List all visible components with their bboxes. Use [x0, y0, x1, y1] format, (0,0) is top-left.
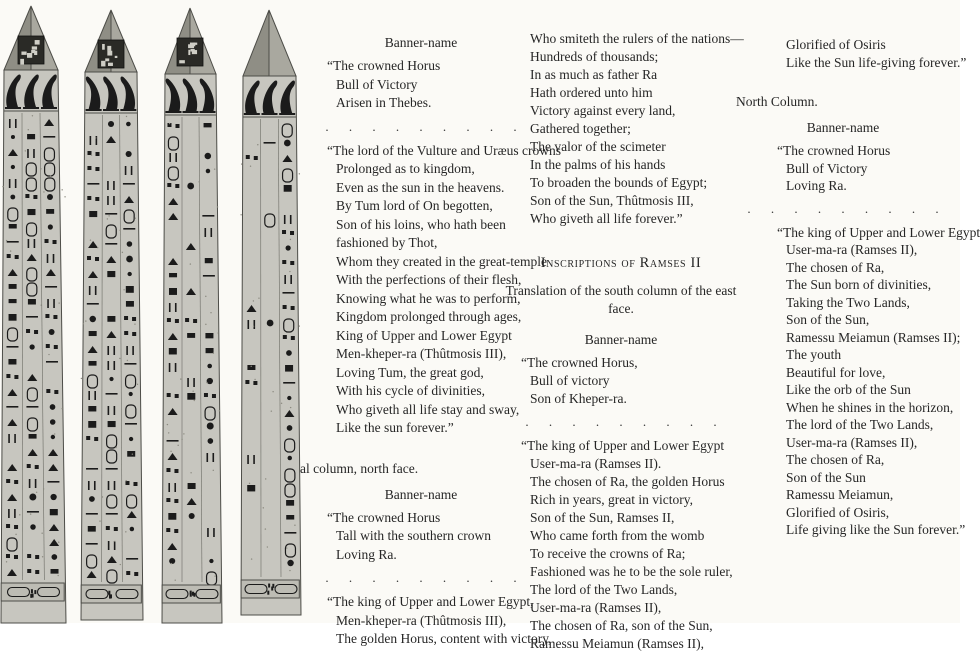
stanza-line: “The king of Upper and Lower Egypt [530, 437, 742, 455]
section-subheading: Translation of the south column of the east face. [500, 282, 742, 318]
stanza-line: Whom they created in the great-temple [336, 253, 542, 272]
stanza [728, 224, 958, 539]
stanza-line: Tall with the southern crown [336, 527, 542, 546]
banner-name-heading: Banner-name [300, 34, 542, 52]
stanza-line: Fashioned was he to be the sole ruler, [530, 563, 742, 581]
stanza-line: In the palms of his hands [530, 156, 742, 174]
stanza-line: “The king of Upper and Lower Egypt [786, 224, 958, 242]
stanza-line: The golden Horus, content with victory, [336, 630, 542, 649]
stanza-line: Loving Ra. [786, 177, 958, 195]
stanza-line: The Sun born of divinities, [786, 276, 958, 294]
banner-name-heading: Banner-name [300, 486, 542, 504]
stanza-line: Hath ordered unto him [530, 84, 742, 102]
dots-separator: . . . . . . . . . [500, 415, 742, 429]
stanza-line: User-ma-ra (Ramses II), [786, 434, 958, 452]
stanza-line: Gathered together; [530, 120, 742, 138]
stanza-line: King of Upper and Lower Egypt [336, 327, 542, 346]
stanza [500, 354, 742, 408]
stanza-line: fashioned by Thot, [336, 234, 542, 253]
stanza-line: The youth [786, 346, 958, 364]
stanza-line: Bull of Victory [336, 76, 542, 95]
stanza-line: The valor of the scimeter [530, 138, 742, 156]
face-caption: al column, north face. [300, 460, 542, 478]
stanza-line: The chosen of Ra, the golden Horus [530, 473, 742, 491]
stanza-line: Like the Sun life-giving forever.” [786, 54, 958, 72]
stanza-line: Like the orb of the Sun [786, 381, 958, 399]
stanza-line: Beautiful for love, [786, 364, 958, 382]
stanza-line: Ramessu Meiamun (Ramses II), [530, 635, 742, 653]
stanza-line: “The crowned Horus, [530, 354, 742, 372]
stanza-line: Son of the Sun, Ramses II, [530, 509, 742, 527]
stanza-line: Bull of victory [530, 372, 742, 390]
stanza-line: Who giveth all life forever.” [530, 210, 742, 228]
face-caption: North Column. [728, 93, 958, 111]
stanza-line: User-ma-ra (Ramses II), [786, 241, 958, 259]
stanza-line: Son of Kheper-ra. [530, 390, 742, 408]
stanza-line: Loving Tum, the great god, [336, 364, 542, 383]
stanza-line: In as much as father Ra [530, 66, 742, 84]
stanza-line: Prolonged as to kingdom, [336, 160, 542, 179]
stanza-line: By Tum lord of On begotten, [336, 197, 542, 216]
stanza-line: User-ma-ra (Ramses II), [530, 599, 742, 617]
stanza-line: The lord of the Two Lands, [786, 416, 958, 434]
stanza-line: Knowing what he was to perform, [336, 290, 542, 309]
stanza-line: User-ma-ra (Ramses II). [530, 455, 742, 473]
stanza-line: Taking the Two Lands, [786, 294, 958, 312]
text-column-2 [500, 0, 742, 653]
section-heading: Inscriptions of Ramses II [500, 254, 742, 272]
stanza-line: Like the sun forever.” [336, 419, 542, 438]
stanza-line: Hundreds of thousands; [530, 48, 742, 66]
stanza [728, 142, 958, 195]
stanza-line: To broaden the bounds of Egypt; [530, 174, 742, 192]
dots-separator: . . . . . . . . . [728, 202, 958, 216]
stanza-line: Rich in years, great in victory, [530, 491, 742, 509]
stanza-line: Loving Ra. [336, 546, 542, 565]
stanza-line: Men-kheper-ra (Thûtmosis III), [336, 612, 542, 631]
stanza-line: Kingdom prolonged through ages, [336, 308, 542, 327]
banner-name-heading: Banner-name [500, 331, 742, 349]
banner-name-heading: Banner-name [728, 119, 958, 137]
stanza-line: Who smiteth the rulers of the nations— [530, 30, 742, 48]
stanza-line: The chosen of Ra, [786, 259, 958, 277]
stanza-line: To receive the crowns of Ra; [530, 545, 742, 563]
stanza-line: Son of the Sun, [786, 311, 958, 329]
stanza-line: “The crowned Horus [336, 509, 542, 528]
stanza-line: Who came forth from the womb [530, 527, 742, 545]
stanza-line: Ramessu Meiamun (Ramses II); [786, 329, 958, 347]
dots-separator: . . . . . . . . . [300, 120, 542, 134]
stanza-line: With the perfections of their flesh, [336, 271, 542, 290]
stanza-line: Bull of Victory [786, 160, 958, 178]
stanza-line: Ramessu Meiamun, [786, 486, 958, 504]
stanza-line: Son of his loins, who hath been [336, 216, 542, 235]
stanza [728, 36, 958, 71]
stanza-line: Life giving like the Sun forever.” [786, 521, 958, 539]
dots-separator: . . . . . . . . . [300, 571, 542, 585]
text-column-3 [728, 0, 958, 659]
stanza-line: Even as the sun in the heavens. [336, 179, 542, 198]
stanza-line: Glorified of Osiris [786, 36, 958, 54]
stanza-line: The chosen of Ra, son of the Sun, [530, 617, 742, 635]
stanza-line: The chosen of Ra, [786, 451, 958, 469]
stanza-line: Glorified of Osiris, [786, 504, 958, 522]
stanza-line: “The lord of the Vulture and Uræus crowns [336, 142, 542, 161]
stanza-line: Arisen in Thebes. [336, 94, 542, 113]
stanza-line: Who giveth all life stay and sway, [336, 401, 542, 420]
stanza-line: The lord of the Two Lands, [530, 581, 742, 599]
stanza-line: Victory against every land, [530, 102, 742, 120]
stanza-line: Son of the Sun, Thûtmosis III, [530, 192, 742, 210]
stanza-line: Men-kheper-ra (Thûtmosis III), [336, 345, 542, 364]
stanza [500, 30, 742, 228]
stanza-line: When he shines in the horizon, [786, 399, 958, 417]
stanza-line: Son of the Sun [786, 469, 958, 487]
stanza-line: With his cycle of divinities, [336, 382, 542, 401]
stanza-line: “The king of Upper and Lower Egypt, [336, 593, 542, 612]
stanza-line: “The crowned Horus [786, 142, 958, 160]
stanza-line: “The crowned Horus [336, 57, 542, 76]
stanza [500, 437, 742, 653]
